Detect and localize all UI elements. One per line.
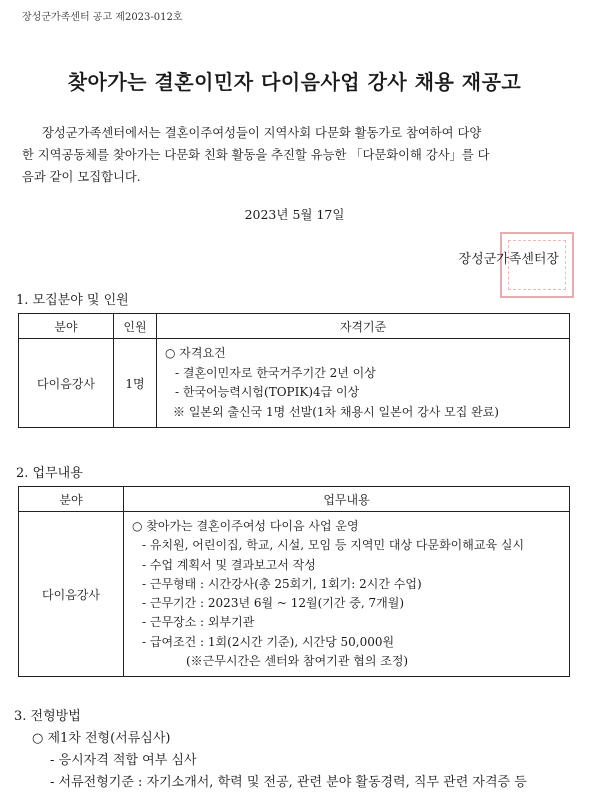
header-duties: 업무내용 — [124, 487, 570, 512]
count-cell: 1명 — [114, 339, 157, 428]
duty-line: - 유치원, 어린이집, 학교, 시설, 모임 등 지역민 대상 다문화이해교육 실시 — [142, 538, 525, 553]
criteria-note: ※ 일본외 출신국 1명 선발(1차 채용시 일본어 강사 모집 완료) — [173, 404, 499, 419]
duty-line: - 근무장소 : 외부기관 — [142, 615, 255, 630]
header-field: 분야 — [19, 314, 114, 339]
table-row — [19, 512, 570, 677]
header-field: 분야 — [19, 487, 124, 512]
table-row — [19, 339, 570, 428]
notice-number: 장성군가족센터 공고 제2023-012호 — [22, 12, 183, 23]
intro-line-2: 한 지역공동체를 찾아가는 다문화 친화 활동을 추진할 유능한 「다문화이해 강사」를 다 — [22, 148, 490, 162]
section1-heading: 1. 모집분야 및 인원 — [16, 293, 129, 308]
table-header-row — [19, 487, 570, 512]
duty-line: ○ 찾아가는 결혼이주여성 다이음 사업 운영 — [132, 519, 359, 533]
criteria-cell — [157, 339, 570, 428]
section3-item: - 응시자격 적합 여부 심사 — [50, 753, 197, 768]
section3-item: - 서류전형기준 : 자기소개서, 학력 및 전공, 관련 분야 활동경력, 직무 관련 자격증 등 — [50, 775, 527, 790]
criteria-line: - 결혼이민자로 한국거주기간 2년 이상 — [175, 365, 376, 380]
section3-item: ○ 제1차 전형(서류심사) — [32, 731, 171, 746]
intro-paragraph — [22, 122, 570, 188]
organization-name: 장성군가족센터장 — [458, 252, 559, 267]
recruitment-table — [18, 313, 570, 428]
criteria-line: - 한국어능력시험(TOPIK)4급 이상 — [175, 385, 360, 399]
header-count: 인원 — [114, 314, 157, 339]
field-cell: 다이음강사 — [19, 512, 124, 677]
section2-heading: 2. 업무내용 — [16, 466, 83, 481]
page-title: 찾아가는 결혼이민자 다이음사업 강사 채용 재공고 — [67, 70, 522, 94]
notice-date: 2023년 5월 17일 — [244, 207, 345, 222]
duties-cell — [124, 512, 570, 677]
duty-note: (※근무시간은 센터와 참여기관 협의 조정) — [186, 654, 409, 669]
intro-line-1: 장성군가족센터에서는 결혼이주여성들이 지역사회 다문화 활동가로 참여하여 다양 — [42, 126, 482, 140]
intro-line-3: 음과 같이 모집합니다. — [22, 170, 141, 184]
criteria-line: ○ 자격요건 — [165, 346, 226, 360]
duty-line: - 근무형태 : 시간강사(총 25회기, 1회기: 2시간 수업) — [142, 576, 422, 591]
field-cell: 다이음강사 — [19, 339, 114, 428]
header-criteria: 자격기준 — [157, 314, 570, 339]
section3 — [14, 706, 527, 794]
duty-line: - 근무기간 : 2023년 6월 ~ 12월(기간 중, 7개월) — [142, 596, 405, 611]
duty-line: - 수업 계획서 및 결과보고서 작성 — [142, 557, 316, 572]
section3-heading: 3. 전형방법 — [14, 709, 81, 724]
table-header-row — [19, 314, 570, 339]
duties-table — [18, 486, 570, 677]
duty-line: - 급여조건 : 1회(2시간 기준), 시간당 50,000원 — [142, 634, 395, 649]
